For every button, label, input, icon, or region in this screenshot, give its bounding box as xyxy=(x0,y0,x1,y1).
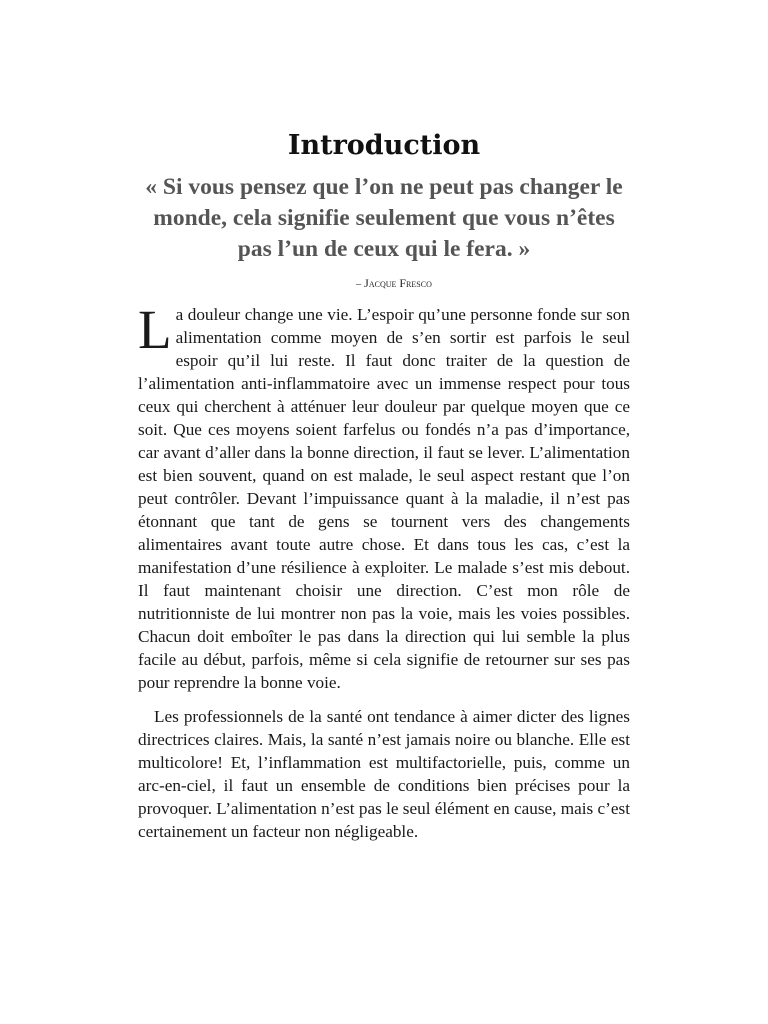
chapter-title: Introduction xyxy=(287,130,481,161)
epigraph-quote: « Si vous pensez que l’on ne peut pas changer le monde, cela signifie seulement que vous n’êtes pas l’un de ceux qui le fera. » xyxy=(145,174,623,262)
epigraph-attribution xyxy=(158,275,630,293)
drop-cap: L xyxy=(138,299,172,360)
attribution-dash: – xyxy=(356,279,362,290)
body-paragraph-2: Les professionnels de la santé ont tendance à aimer dicter des lignes directrices claires. Mais, la santé n’est jamais noire ou blanche. Elle est multicolore! Et, l’inflammation est multifactorielle, puis, comme un arc-en-ciel, il faut un ensemble de conditions bien précises pour la provoquer. L’alimentation n’est pas le seul élément en cause, mais c’est certainement un facteur non négligeable. xyxy=(138,707,630,841)
document-page xyxy=(138,122,630,843)
body-paragraph-1-text: a douleur change une vie. L’espoir qu’une personne fonde sur son alimentation comme moyen de s’en sortir est parfois le seul espoir qu’il lui reste. Il faut donc traiter de la question de l’alimentation anti-inflammatoire avec un immense respect pour tous ceux qui cherchent à atténuer leur douleur par quelque moyen que ce soit. Que ces moyens soient farfelus ou fondés n’a pas d’importance, car avant d’aller dans la bonne direction, il faut se lever. L’alimentation est bien souvent, quand on est malade, le seul aspect restant que l’on peut contrôler. Devant l’impuissance quant à la maladie, il n’est pas étonnant que tant de gens se tournent vers des changements alimentaires avant toute autre chose. Et dans tous les cas, c’est la manifestation d’une résilience à exploiter. Le malade s’est mis debout. Il faut maintenant choisir une direction. C’est mon rôle de nutritionniste de lui montrer non pas la voie, mais les voies possibles. Chacun doit emboîter le pas dans la direction qui lui semble la plus facile au début, parfois, même si cela signifie de retourner sur ses pas pour reprendre la bonne voie. xyxy=(138,305,630,692)
body-paragraph-1 xyxy=(138,299,630,694)
attribution-author: Jacque Fresco xyxy=(364,276,432,290)
